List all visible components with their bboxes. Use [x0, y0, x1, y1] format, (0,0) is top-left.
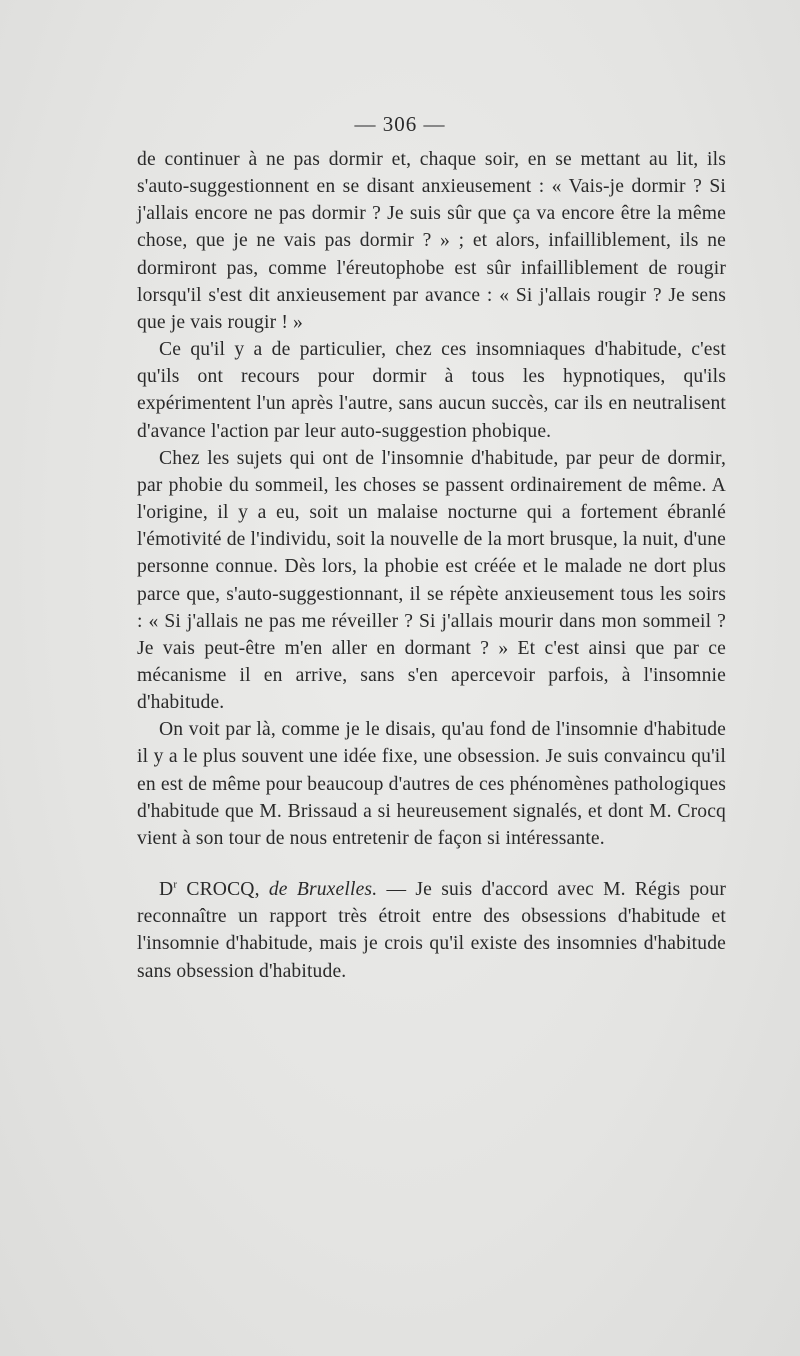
- speaker-title: D: [159, 879, 174, 901]
- body-text: [137, 146, 726, 985]
- paragraph: On voit par là, comme je le disais, qu'au fond de l'insomnie d'habitude il y a le plus souvent une idée fixe, une obsession. Je suis convaincu qu'il en est de même pour beaucoup d'autres de ces phénomènes pathologiques d'habitude que M. Brissaud a si heureusement signalés, et dont M. Crocq vient à son tour de nous entretenir de façon si intéressante.: [137, 719, 726, 849]
- speaker-place: de Bruxelles.: [268, 879, 378, 901]
- speaker-paragraph: [137, 876, 726, 985]
- paragraph: de continuer à ne pas dormir et, chaque soir, en se mettant au lit, ils s'auto-suggestionnent en se disant anxieusement : « Vais-je dormir ? Si j'allais encore ne pas dormir ? Je suis sûr que ça va encore être la même chose, que je ne vais pas dormir ? » ; et alors, infailliblement, ils ne dormiront pas, comme l'éreutophobe est sûr infailliblement de rougir lorsqu'il s'est dit anxieusement par avance : « Si j'allais rougir ? Je sens que je vais rougir ! »: [137, 149, 726, 333]
- speaker-name: CROCQ,: [186, 879, 260, 901]
- speaker-text: — Je suis d'accord avec M. Régis pour reconnaître un rapport très étroit entre des obsessions d'habitude et l'insomnie d'habitude, mais je crois qu'il existe des insomnies d'habitude sans obsession d'habitude.: [137, 879, 726, 982]
- speaker-title-superscript: r: [173, 878, 178, 891]
- page-number: — 306 —: [354, 112, 446, 136]
- paragraph: Ce qu'il y a de particulier, chez ces insomniaques d'habitude, c'est qu'ils ont recours pour dormir à tous les hypnotiques, qu'ils expérimentent l'un après l'autre, sans aucun succès, car ils en neutralisent d'avance l'action par leur auto-suggestion phobique.: [137, 339, 726, 442]
- paragraph: Chez les sujets qui ont de l'insomnie d'habitude, par peur de dormir, par phobie du sommeil, les choses se passent ordinairement de même. A l'origine, il y a eu, soit un malaise nocturne qui a fortement ébranlé l'émotivité de l'individu, soit la nouvelle de la mort brusque, la nuit, d'une personne connue. Dès lors, la phobie est créée et le malade ne dort plus parce que, s'auto-suggestionnant, il se répète anxieusement tous les soirs : « Si j'allais ne pas me réveiller ? Si j'allais mourir dans mon sommeil ? Je vais peut-être m'en aller en dormant ? » Et c'est ainsi que par ce mécanisme il en arrive, sans s'en apercevoir parfois, à l'insomnie d'habitude.: [137, 447, 726, 714]
